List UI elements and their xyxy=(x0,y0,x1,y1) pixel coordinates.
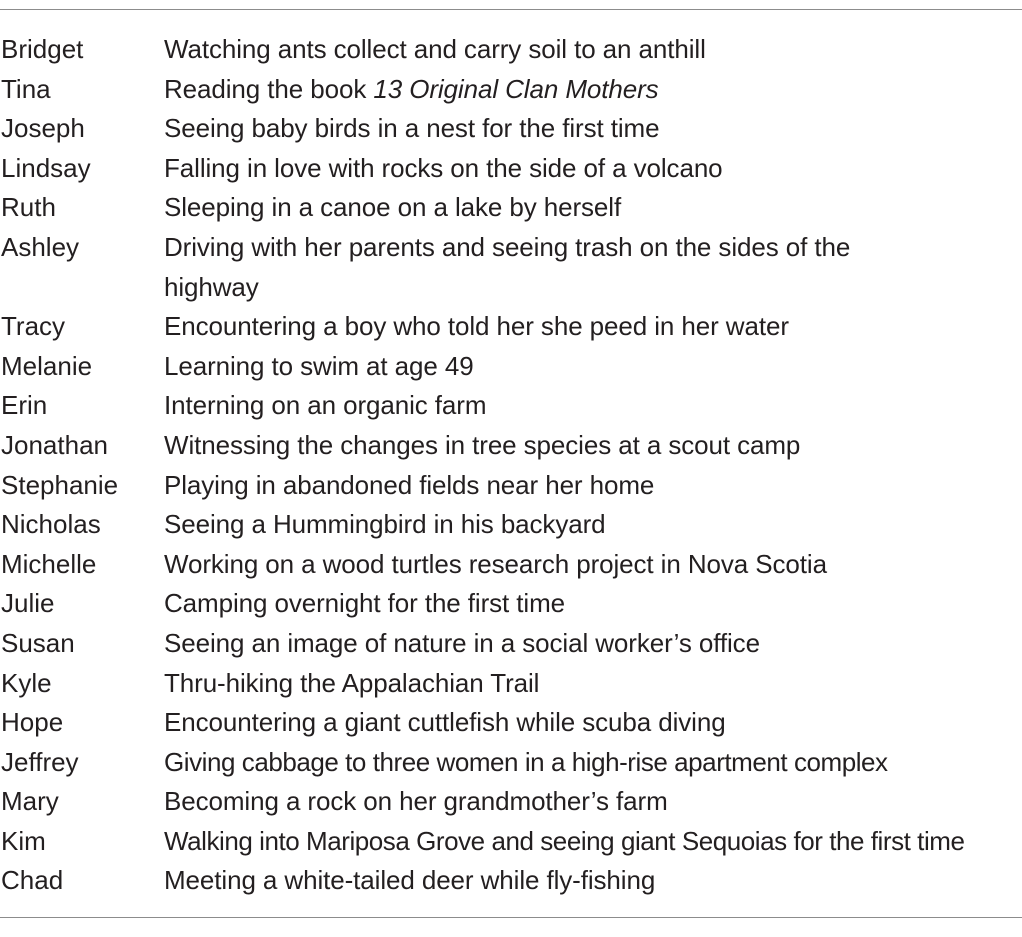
experience-line-1: Driving with her parents and seeing trash on the sides of the xyxy=(164,231,851,262)
participant-experience: Becoming a rock on her grandmother’s farm xyxy=(164,786,668,817)
participant-name: Jonathan xyxy=(1,429,108,460)
participant-experience: Encountering a giant cuttlefish while scuba diving xyxy=(164,707,726,738)
participant-name: Melanie xyxy=(1,350,93,381)
table-row xyxy=(0,664,1022,704)
participant-name: Kim xyxy=(1,825,46,856)
table-row xyxy=(0,743,1022,783)
table-row xyxy=(0,861,1022,901)
table-row xyxy=(0,782,1022,822)
participant-experience: Watching ants collect and carry soil to an anthill xyxy=(164,34,706,64)
participant-experience: Working on a wood turtles research project in Nova Scotia xyxy=(164,548,827,579)
participant-experience: Learning to swim at age 49 xyxy=(164,350,474,381)
participant-name: Tracy xyxy=(1,311,66,342)
participant-experience: Interning on an organic farm xyxy=(164,390,487,421)
participant-experience: Seeing a Hummingbird in his backyard xyxy=(164,509,606,540)
table-row xyxy=(0,30,1022,70)
table-row xyxy=(0,386,1022,426)
table-row xyxy=(0,584,1022,624)
table-row xyxy=(0,347,1022,387)
participant-experience xyxy=(164,70,1022,110)
participant-experience: Meeting a white-tailed deer while fly-fishing xyxy=(164,865,656,896)
participant-name: Erin xyxy=(1,390,48,421)
participant-name: Chad xyxy=(1,865,64,896)
participant-name: Jeffrey xyxy=(1,746,79,777)
participant-experience: Encountering a boy who told her she peed in her water xyxy=(164,311,789,342)
participant-name: Mary xyxy=(1,786,59,817)
experience-text: Reading the book xyxy=(164,73,374,104)
participant-experience: Seeing an image of nature in a social worker’s office xyxy=(164,627,760,658)
table-row xyxy=(0,149,1022,189)
table-row xyxy=(0,228,1022,307)
participant-experience: Thru-hiking the Appalachian Trail xyxy=(164,667,540,698)
participant-name: Julie xyxy=(1,588,55,619)
participant-name: Nicholas xyxy=(1,509,101,540)
table-row xyxy=(0,188,1022,228)
participant-name: Kyle xyxy=(1,667,52,698)
participant-experience: Camping overnight for the first time xyxy=(164,588,566,619)
table-row xyxy=(0,822,1022,862)
participant-name: Hope xyxy=(1,707,64,738)
table-row xyxy=(0,70,1022,110)
table-bottom-rule xyxy=(0,917,1022,918)
participant-experience: Playing in abandoned fields near her home xyxy=(164,469,655,500)
participant-name: Stephanie xyxy=(1,469,119,500)
participant-name: Lindsay xyxy=(1,152,91,183)
participant-name: Michelle xyxy=(1,548,97,579)
table-row xyxy=(0,545,1022,585)
participant-name: Ashley xyxy=(1,231,80,262)
participant-experience: Falling in love with rocks on the side of a volcano xyxy=(164,152,723,183)
participant-name: Bridget xyxy=(1,34,84,64)
table-row xyxy=(0,505,1022,545)
participant-experience: Sleeping in a canoe on a lake by herself xyxy=(164,192,622,223)
table-row xyxy=(0,703,1022,743)
book-title: 13 Original Clan Mothers xyxy=(373,73,659,104)
participants-table xyxy=(0,30,1022,901)
table-row xyxy=(0,426,1022,466)
participant-experience: Witnessing the changes in tree species at a scout camp xyxy=(164,429,801,460)
experience-line-2: highway xyxy=(164,271,259,302)
participant-name: Ruth xyxy=(1,192,56,223)
participant-experience: Seeing baby birds in a nest for the first time xyxy=(164,113,660,144)
table-row xyxy=(0,109,1022,149)
participant-experience: Giving cabbage to three women in a high-rise apartment complex xyxy=(164,746,888,777)
participant-name: Joseph xyxy=(1,113,85,144)
participant-experience xyxy=(164,228,1022,307)
participant-experience: Walking into Mariposa Grove and seeing giant Sequoias for the first time xyxy=(164,825,965,856)
table-row xyxy=(0,466,1022,506)
table-top-rule xyxy=(0,9,1022,10)
participant-name: Tina xyxy=(1,73,51,104)
table-row xyxy=(0,307,1022,347)
participant-name: Susan xyxy=(1,627,75,658)
table-row xyxy=(0,624,1022,664)
